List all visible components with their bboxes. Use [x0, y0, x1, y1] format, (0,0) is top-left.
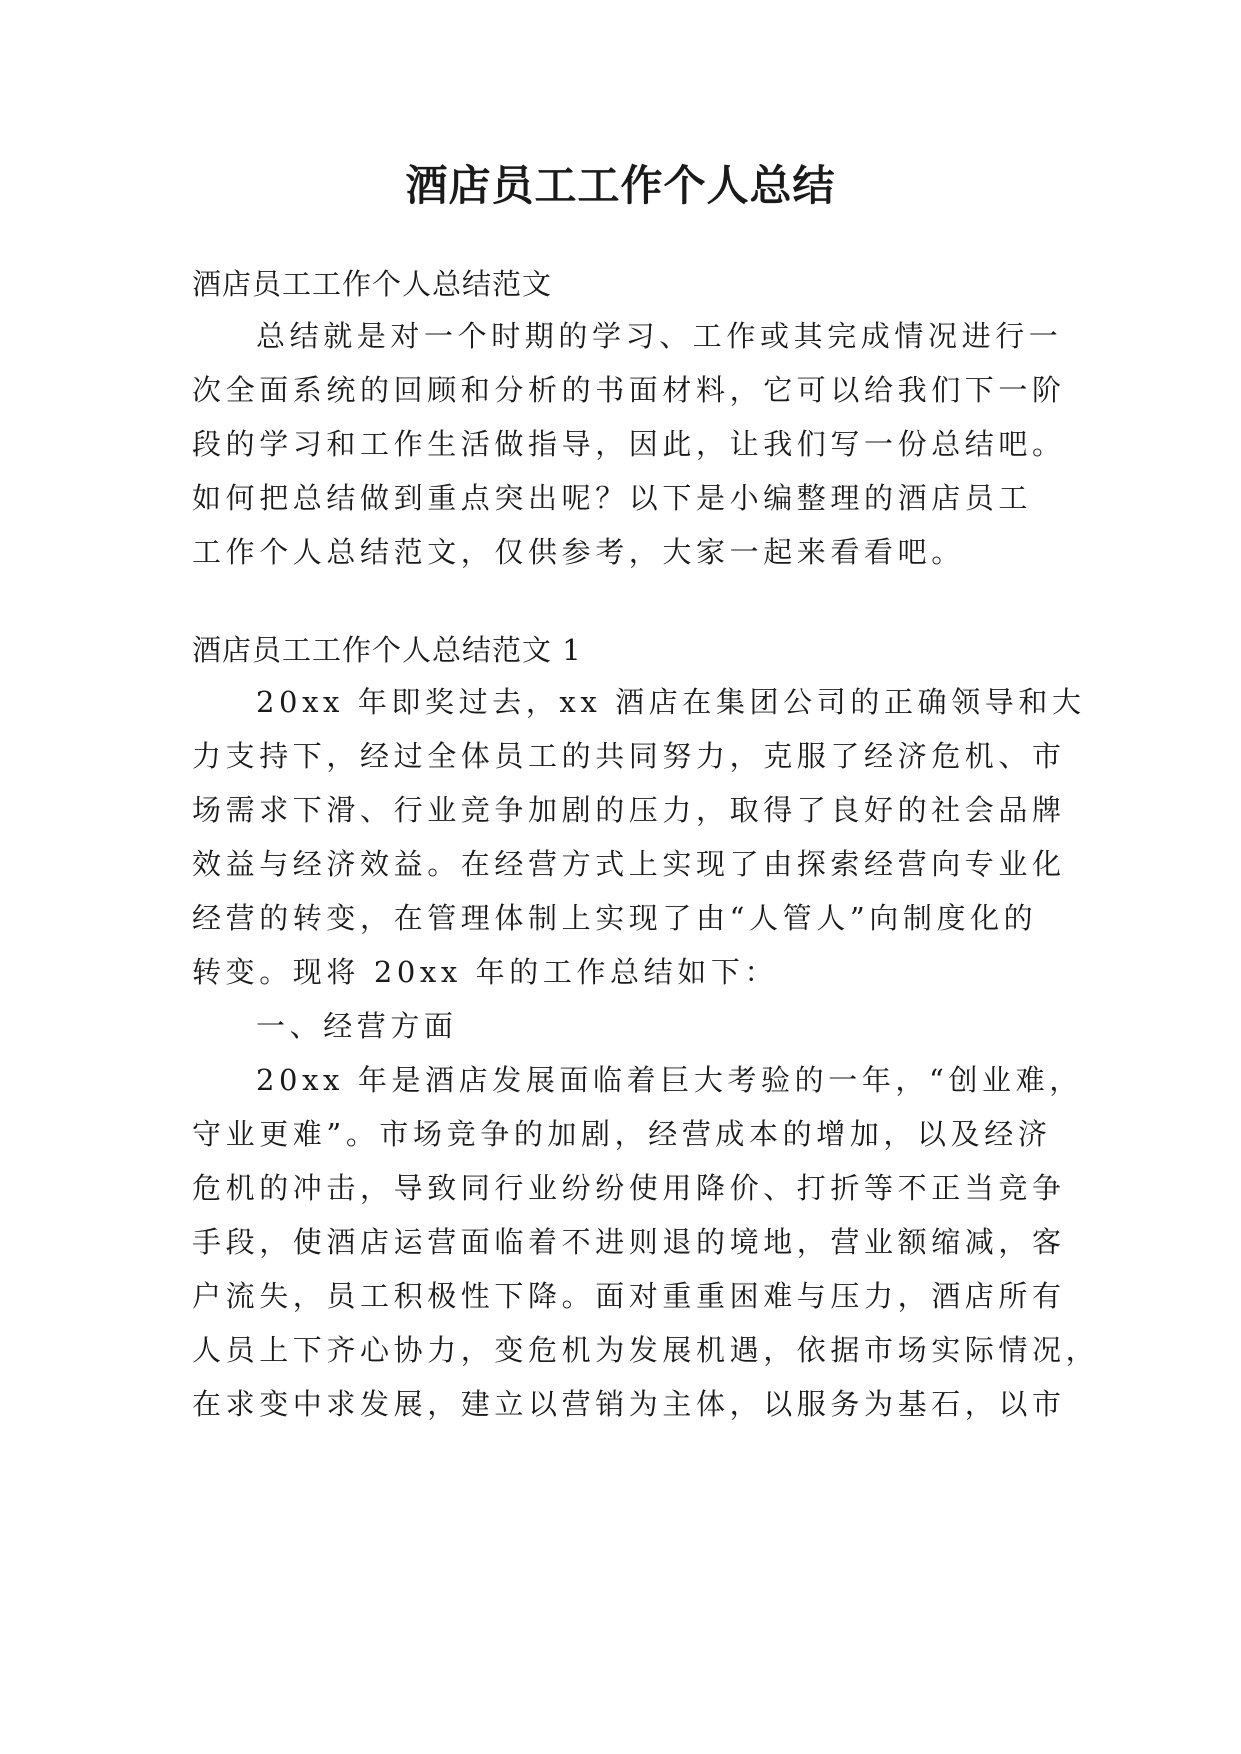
section-1-para-2-line-6: 人员上下齐心协力，变危机为发展机遇，依据市场实际情况， [192, 1333, 1100, 1367]
section-1-para-2-line-7: 在求变中求发展，建立以营销为主体，以服务为基石，以市 [192, 1387, 1066, 1421]
intro-line-1: 总结就是对一个时期的学习、工作或其完成情况进行一 [256, 319, 1063, 353]
intro-line-4: 如何把总结做到重点突出呢？以下是小编整理的酒店员工 [192, 481, 1033, 515]
intro-line-3: 段的学习和工作生活做指导，因此，让我们写一份总结吧。 [192, 427, 1066, 461]
section-1-para-1-line-3: 场需求下滑、行业竞争加剧的压力，取得了良好的社会品牌 [192, 793, 1066, 827]
subheading-business: 一、经营方面 [256, 1009, 458, 1043]
section-1-para-1-line-5: 经营的转变，在管理体制上实现了由“人管人”向制度化的 [192, 901, 1038, 935]
section-1-para-2-line-4: 手段，使酒店运营面临着不进则退的境地，营业额缩减，客 [192, 1225, 1066, 1259]
intro-heading: 酒店员工工作个人总结范文 [192, 267, 553, 301]
section-1-para-2-line-2: 守业更难”。市场竞争的加剧，经营成本的增加，以及经济 [192, 1117, 1052, 1151]
section-1-para-1-line-6: 转变。现将 20xx 年的工作总结如下： [192, 955, 779, 989]
section-1-para-1-line-2: 力支持下，经过全体员工的共同努力，克服了经济危机、市 [192, 739, 1066, 773]
intro-line-5: 工作个人总结范文，仅供参考，大家一起来看看吧。 [192, 535, 965, 569]
intro-line-2: 次全面系统的回顾和分析的书面材料，它可以给我们下一阶 [192, 373, 1066, 407]
document-title: 酒店员工工作个人总结 [405, 161, 836, 210]
section-1-para-1-line-4: 效益与经济效益。在经营方式上实现了由探索经营向专业化 [192, 847, 1066, 881]
section-1-para-2-line-3: 危机的冲击，导致同行业纷纷使用降价、打折等不正当竞争 [192, 1171, 1066, 1205]
section-1-para-2-line-1: 20xx 年是酒店发展面临着巨大考验的一年，“创业难， [256, 1063, 1083, 1097]
section-1-para-2-line-5: 户流失，员工积极性下降。面对重重困难与压力，酒店所有 [192, 1279, 1066, 1313]
section-1-para-1-line-1: 20xx 年即奖过去，xx 酒店在集团公司的正确领导和大 [256, 685, 1086, 719]
section-1-heading: 酒店员工工作个人总结范文 1 [192, 633, 582, 667]
